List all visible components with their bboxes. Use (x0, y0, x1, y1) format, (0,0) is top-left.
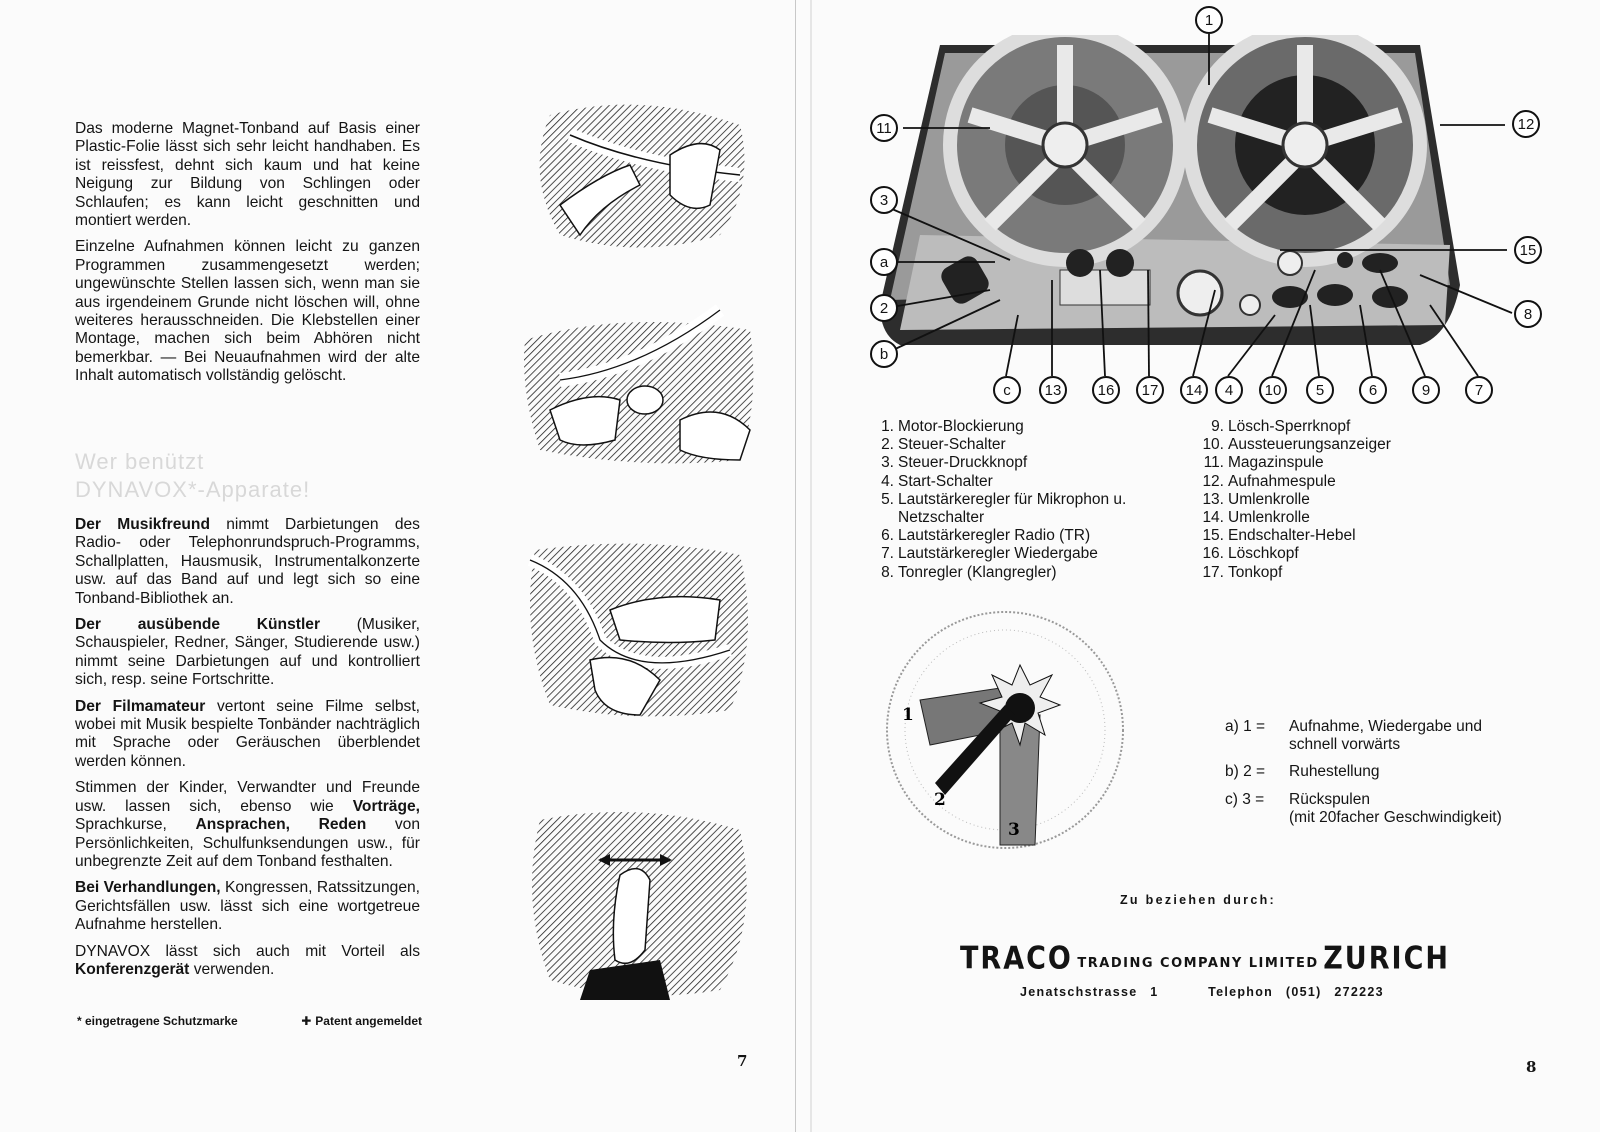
legend-item: 9. Lösch-Sperrknopf (1211, 418, 1351, 435)
callout-13: 13 (1039, 376, 1067, 404)
street-address: Jenatschstrasse 1 (1020, 985, 1159, 999)
page-number-right: 8 (1526, 1058, 1537, 1076)
callout-b: b (870, 340, 898, 368)
callout-8: 8 (1514, 300, 1542, 328)
legend-item: 4. Start-Schalter (881, 472, 993, 490)
legend-item: 16. Löschkopf (1202, 545, 1299, 563)
paragraph-conference: DYNAVOX lässt sich auch mit Vorteil als Konferenzgerät verwenden. (75, 942, 420, 978)
position-c: c) 3 = Rückspulen (mit 20facher Geschwindigkeit) (1225, 790, 1502, 826)
legend-item: 13. Umlenkrolle (1202, 490, 1310, 508)
callout-3: 3 (870, 186, 898, 214)
footnote (77, 1014, 422, 1028)
paragraph-filmmaker: Der Filmamateur vertont seine Filme selbst, wobei mit Musik bespielte Tonbänder nachträglich mit Sprache oder Geräuschen überblendet werden können. (75, 697, 420, 770)
callout-12: 12 (1512, 110, 1540, 138)
supplier-label: Zu beziehen durch: (1120, 893, 1276, 907)
illustration-hand-switch (520, 800, 760, 1000)
legend-item: 11. Magazinspule (1203, 454, 1324, 472)
callout-7: 7 (1465, 376, 1493, 404)
legend-item: 1. Motor-Blockierung (881, 418, 1024, 435)
callout-14: 14 (1180, 376, 1208, 404)
callout-15: 15 (1514, 236, 1542, 264)
callout-11: 11 (870, 114, 898, 142)
city-zurich: ZURICH (1323, 940, 1450, 977)
supplier-line (960, 940, 1450, 977)
supplier-address (1020, 985, 1384, 999)
callout-a: a (870, 248, 898, 276)
parts-legend-left (870, 418, 1126, 582)
legend-item: 15. Endschalter-Hebel (1202, 527, 1356, 545)
patent-note: ✚ Patent angemeldet (301, 1014, 422, 1028)
callout-c: c (993, 376, 1021, 404)
position-b: b) 2 = Ruhestellung (1225, 763, 1380, 781)
callout-17: 17 (1136, 376, 1164, 404)
dial-label-1: 1 (902, 705, 914, 725)
swiss-cross-icon: ✚ (301, 1014, 312, 1028)
page-number-left: 7 (737, 1052, 748, 1070)
left-users-column (75, 516, 420, 987)
legend-item: 10. Aussteuerungsanzeiger (1202, 436, 1391, 454)
trademark-note: * eingetragene Schutzmarke (77, 1014, 238, 1028)
illustration-tape-splicing (520, 540, 760, 720)
faded-heading-line1: Wer benützt (75, 449, 205, 474)
callout-4: 4 (1215, 376, 1243, 404)
paragraph-tape: Das moderne Magnet-Tonband auf Basis einer Plastic-Folie lässt sich sehr leicht handhaben. Es ist reissfest, dehnt sich kaum und hat keine Neigung zur Bildung von Schlingen oder Schlaufen; es kann leicht geschnitten und montiert werden. (75, 120, 420, 230)
paragraph-voices: Stimmen der Kinder, Verwandter und Freunde usw. lassen sich, ebenso wie Vorträge, Sprachkurse, Ansprachen, Reden von Persönlichkeiten, Schulfunksendungen usw., für unbegrenzte Zeit auf dem Tonband festhalten. (75, 779, 420, 870)
company-name: TRADING COMPANY LIMITED (1077, 956, 1319, 971)
legend-item: 8. Tonregler (Klangregler) (881, 563, 1057, 581)
legend-item: 2. Steuer-Schalter (881, 436, 1006, 454)
paragraph-negotiations: Bei Verhandlungen, Kongressen, Ratssitzungen, Gerichtsfällen usw. lässt sich eine wortgetreue Aufnahme herstellen. (75, 879, 420, 934)
callout-10: 10 (1259, 376, 1287, 404)
dial-label-3: 3 (1008, 820, 1020, 840)
faded-heading (75, 448, 415, 504)
switch-dial-illustration (880, 605, 1130, 855)
callout-2: 2 (870, 294, 898, 322)
callout-1: 1 (1195, 6, 1223, 34)
callout-16: 16 (1092, 376, 1120, 404)
callout-5: 5 (1306, 376, 1334, 404)
paragraph-artist: Der ausübende Künstler (Musiker, Schauspieler, Redner, Sänger, Studierende usw.) nimmt seine Darbietungen auf und kontrolliert sich, resp. seine Fortschritte. (75, 616, 420, 689)
parts-legend-right (1200, 418, 1391, 582)
telephone: Telephon (051) 272223 (1208, 985, 1384, 999)
legend-item: 17. Tonkopf (1202, 563, 1283, 581)
position-a: a) 1 = Aufnahme, Wiedergabe und schnell vorwärts (1225, 718, 1483, 754)
faded-heading-line2: DYNAVOX*-Apparate! (75, 477, 311, 502)
callout-leader-lines (0, 0, 1600, 420)
paragraph-music-fan: Der Musikfreund nimmt Darbietungen des Radio- oder Telephonrundspruch-Programms, Schallplatten, Hausmusik, Instrumentalkonzerte usw. auf das Band auf und legt sich so eine Tonband-Bibliothek an. (75, 516, 420, 607)
legend-item: 14. Umlenkrolle (1202, 509, 1310, 527)
legend-item: 5. Lautstärkeregler für Mikrophon u. (881, 490, 1127, 508)
dial-label-2: 2 (934, 790, 946, 810)
brand-traco: TRACO (960, 940, 1073, 977)
callout-6: 6 (1359, 376, 1387, 404)
callout-9: 9 (1412, 376, 1440, 404)
legend-item: 7. Lautstärkeregler Wiedergabe (881, 545, 1098, 563)
legend-item: 12. Aufnahmespule (1202, 472, 1336, 490)
legend-item: 6. Lautstärkeregler Radio (TR) (881, 527, 1091, 545)
switch-positions (1225, 718, 1559, 836)
legend-item-continuation: Netzschalter (898, 509, 985, 527)
paragraph-editing: Einzelne Aufnahmen können leicht zu ganzen Programmen zusammengesetzt werden; ungewünschte Stellen lassen sich, wenn man sie aus irgendeinem Grunde nicht löschen will, ohne weiteres herausschneiden. Die Klebstellen einer Montage, machen sich beim Abhören nicht bemerkbar. — Bei Neuaufnahmen wird der alte Inhalt automatisch vollständig gelöscht. (75, 238, 420, 385)
legend-item: 3. Steuer-Druckknopf (881, 454, 1028, 472)
